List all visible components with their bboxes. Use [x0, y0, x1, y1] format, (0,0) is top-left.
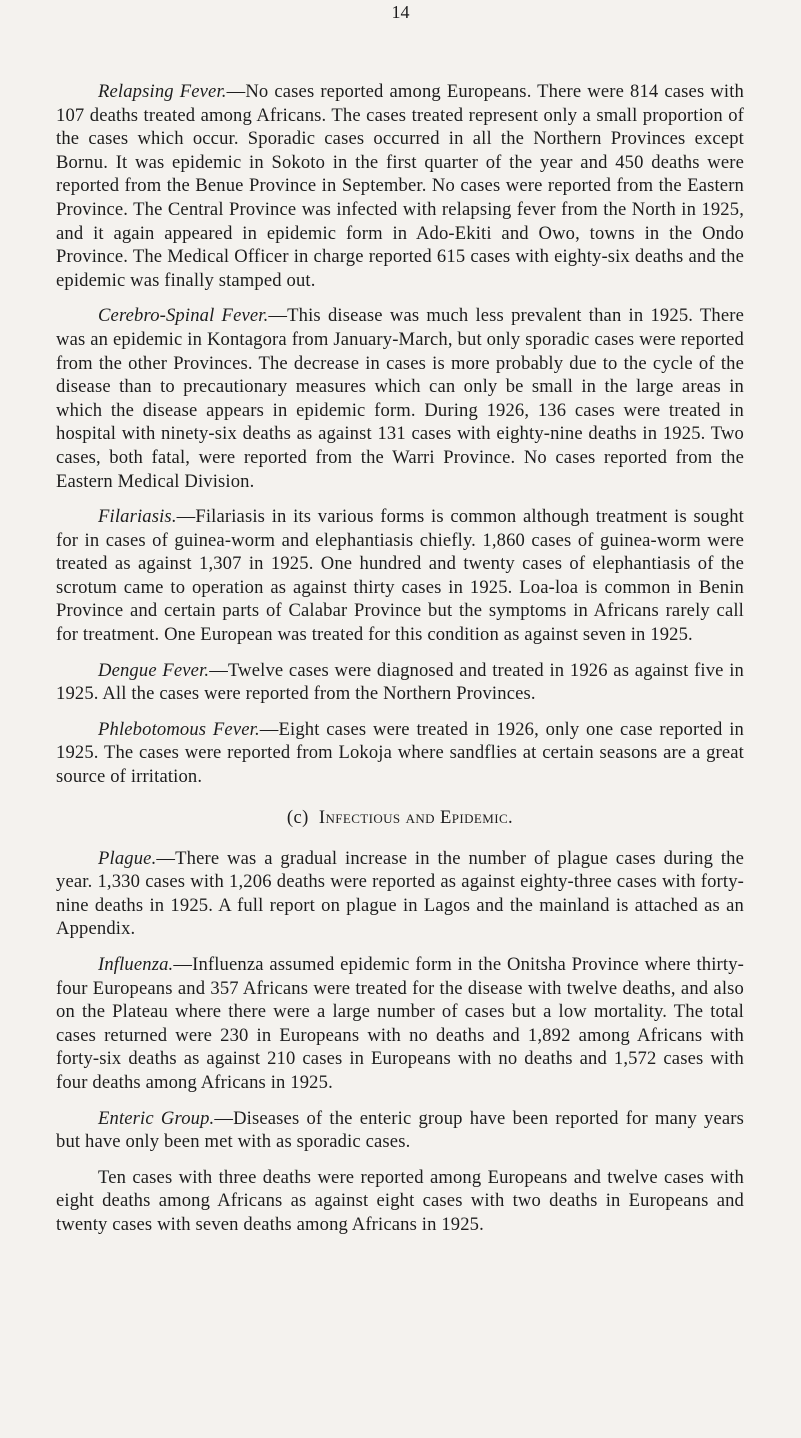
paragraph-text: —Diseases of the enteric group have been reported for many years but have only been met with as sporadic cases. — [56, 1107, 745, 1153]
paragraph-text: —Eight cases were treated in 1926, only one case reported in 1925. The cases were reported from Lokoja where sandflies at certain seasons are a great source of irritation. — [56, 718, 744, 788]
section-heading-title: Infectious and Epidemic. — [318, 806, 514, 828]
paragraph-title: Cerebro-Spinal Fever. — [98, 305, 269, 327]
paragraph-relapsing-fever — [56, 80, 744, 292]
page-content — [56, 80, 744, 1249]
paragraph-cerebro-spinal-fever — [56, 304, 744, 493]
paragraph-plague — [56, 847, 744, 941]
paragraph-filariasis — [56, 505, 744, 647]
paragraph-dengue-fever — [56, 659, 744, 706]
paragraph-text: —This disease was much less prevalent than in 1925. There was an epidemic in Kontagora from January-March, but only sporadic cases were reported from the other Provinces. The decrease in cases is more probably due to the cycle of the disease than to precautionary measures which can only be small in the large areas in which the disease appears in epidemic form. During 1926, 136 cases were treated in hospital with ninety-six deaths as against 131 cases with eighty-nine deaths in 1925. Two cases, both fatal, were reported from the Warri Province. No cases reported from the Eastern Medical Division. — [56, 305, 744, 492]
section-heading-label: (c) — [286, 806, 309, 828]
paragraph-title: Influenza. — [98, 954, 174, 975]
paragraph-phlebotomous-fever — [56, 718, 744, 789]
paragraph-text: Ten cases with three deaths were reported among Europeans and twelve cases with eight deaths among Africans as against eight cases with two deaths in Europeans and twenty cases with seven deaths among Africans in 1925. — [56, 1166, 744, 1235]
paragraph-text: —Twelve cases were diagnosed and treated in 1926 as against five in 1925. All the cases were reported from the Northern Provinces. — [56, 659, 744, 705]
page-number: 14 — [391, 2, 410, 22]
paragraph-influenza — [56, 953, 744, 1095]
section-heading — [56, 807, 744, 829]
paragraph-enteric-group — [56, 1107, 744, 1154]
paragraph-text: —There was a gradual increase in the number of plague cases during the year. 1,330 cases with 1,206 deaths were reported as against eighty-three cases with forty-nine deaths in 1925. A full report on plague in Lagos and the mainland is attached as an Appendix. — [56, 847, 744, 940]
paragraph-title: Phlebotomous Fever. — [98, 718, 260, 740]
paragraph-title: Enteric Group. — [98, 1107, 215, 1129]
paragraph-title: Plague. — [98, 847, 157, 869]
paragraph-title: Relapsing Fever. — [98, 81, 227, 102]
paragraph-title: Filariasis. — [98, 506, 177, 528]
paragraph-text: —No cases reported among Europeans. There were 814 cases with 107 deaths treated among Africans. The cases treated represent only a small proportion of the cases which occur. Sporadic cases occurred in all the Northern Provinces except Bornu. It was epidemic in Sokoto in the first quarter of the year and 450 deaths were reported from the Benue Province in September. No cases were reported from the Eastern Province. The Central Province was infected with relapsing fever from the North in 1925, and it again appeared in epidemic form in Ado-Ekiti and Owo, towns in the Ondo Province. The Medical Officer in charge reported 615 cases with eighty-six deaths and the epidemic was finally stamped out. — [56, 81, 744, 291]
paragraph-title: Dengue Fever. — [98, 659, 210, 681]
paragraph-text: —Influenza assumed epidemic form in the Onitsha Province where thirty-four Europeans and 357 Africans were treated for the disease with twelve deaths, and also on the Plateau where there were a large number of cases but a low mortality. The total cases returned were 230 in Europeans with no deaths and 1,892 among Africans with forty-six deaths as against 210 cases in Europeans with no deaths and 1,572 cases with four deaths among Africans in 1925. — [56, 954, 744, 1093]
paragraph-enteric-cases — [56, 1166, 744, 1237]
paragraph-text: —Filariasis in its various forms is common although treatment is sought for in cases of guinea-worm and elephantiasis chiefly. 1,860 cases of guinea-worm were treated as against 1,307 in 1925. One hundred and twenty cases of elephantiasis of the scrotum came to operation as against thirty cases in 1925. Loa-loa is common in Benin Province and certain parts of Calabar Province but the symptoms in Africans rarely call for treatment. One European was treated for this condition as against seven in 1925. — [56, 506, 744, 646]
